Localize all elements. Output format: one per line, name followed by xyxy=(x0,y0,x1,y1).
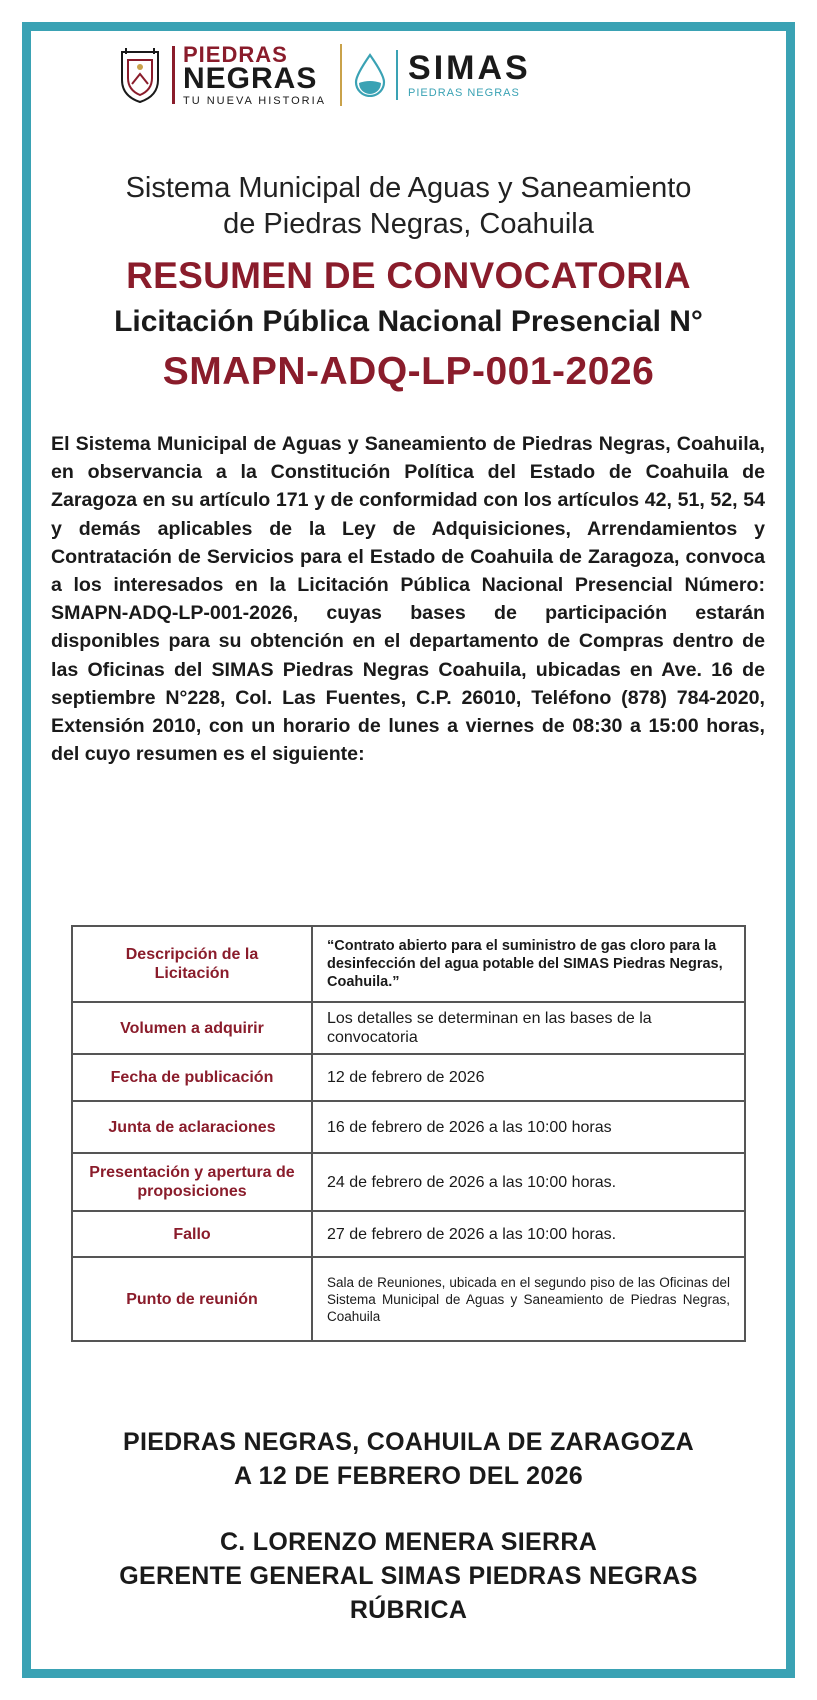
org-line-2: de Piedras Negras, Coahuila xyxy=(223,208,594,240)
signature-note: RÚBRICA xyxy=(349,1596,468,1624)
row-value: 12 de febrero de 2026 xyxy=(312,1054,745,1101)
logo-bar xyxy=(172,46,175,104)
row-label: Volumen a adquirir xyxy=(72,1002,312,1054)
table-row xyxy=(72,1054,745,1101)
table-row xyxy=(72,1101,745,1153)
row-value: Los detalles se determinan en las bases de la convocatoria xyxy=(312,1002,745,1054)
simas-name: SIMAS xyxy=(408,49,531,87)
table-row xyxy=(72,1153,745,1211)
header-logos xyxy=(118,38,688,112)
row-label: Descripción de la Licitación xyxy=(72,926,312,1002)
table-row xyxy=(72,926,745,1002)
simas-logo xyxy=(396,50,531,100)
licitacion-number: SMAPN-ADQ-LP-001-2026 xyxy=(162,350,655,393)
intro-paragraph: El Sistema Municipal de Aguas y Saneamiento de Piedras Negras, Coahuila, en observancia a la Constitución Política del Estado de Coahuila de Zaragoza en su artículo 171 y de conformidad con los artículos 42, 51, 52, 54 y demás aplicables de la Ley de Adquisiciones, Arrendamientos y Contratación de Servicios para el Estado de Coahuila de Zaragoza, convoca a los interesados en la Licitación Pública Nacional Presencial Número: SMAPN-ADQ-LP-001-2026, cuyas bases de participación estarán disponibles para su obtención en el departamento de Compras dentro de las Oficinas del SIMAS Piedras Negras Coahuila, ubicadas en Ave. 16 de septiembre N°228, Col. Las Fuentes, C.P. 26010, Teléfono (878) 784-2020, Extensión 2010, con un horario de lunes a viernes de 08:30 a 15:00 horas, del cuyo resumen es el siguiente: xyxy=(51,433,765,766)
footer-date: A 12 DE FEBRERO DEL 2026 xyxy=(234,1462,583,1490)
logo-text-negras: NEGRAS xyxy=(183,61,318,95)
licitacion-heading: Licitación Pública Nacional Presencial N° xyxy=(114,305,703,338)
signature-block xyxy=(40,1525,777,1627)
simas-subtitle: PIEDRAS NEGRAS xyxy=(408,87,520,99)
row-label: Punto de reunión xyxy=(72,1257,312,1341)
row-value: 27 de febrero de 2026 a las 10:00 horas. xyxy=(312,1211,745,1257)
row-label: Presentación y apertura de proposiciones xyxy=(72,1153,312,1211)
row-label: Fecha de publicación xyxy=(72,1054,312,1101)
row-value: 16 de febrero de 2026 a las 10:00 horas xyxy=(312,1101,745,1153)
signer-name: C. LORENZO MENERA SIERRA xyxy=(219,1528,598,1556)
org-line-1: Sistema Municipal de Aguas y Saneamiento xyxy=(125,172,692,204)
coat-of-arms-icon xyxy=(118,46,162,104)
row-label: Junta de aclaraciones xyxy=(72,1101,312,1153)
row-value: “Contrato abierto para el suministro de gas cloro para la desinfección del agua potable del SIMAS Piedras Negras, Coahuila.” xyxy=(312,926,745,1002)
place-and-date xyxy=(40,1425,777,1493)
organization-name xyxy=(40,170,777,242)
footer-place: PIEDRAS NEGRAS, COAHUILA DE ZARAGOZA xyxy=(122,1428,694,1456)
row-label: Fallo xyxy=(72,1211,312,1257)
table-row xyxy=(72,1002,745,1054)
logo-text-piedras: PIEDRAS xyxy=(183,41,288,67)
signer-position: GERENTE GENERAL SIMAS PIEDRAS NEGRAS xyxy=(119,1562,698,1590)
details-table xyxy=(71,925,746,1342)
water-drop-icon xyxy=(354,53,386,97)
simas-bar xyxy=(396,50,398,100)
table-row xyxy=(72,1211,745,1257)
logo-tagline: TU NUEVA HISTORIA xyxy=(183,94,327,107)
row-value: 24 de febrero de 2026 a las 10:00 horas. xyxy=(312,1153,745,1211)
row-value: Sala de Reuniones, ubicada en el segundo piso de las Oficinas del Sistema Municipal de Aguas y Saneamiento de Piedras Negras, Coahuila xyxy=(312,1257,745,1341)
piedras-negras-logo xyxy=(172,41,327,107)
table-row xyxy=(72,1257,745,1341)
page-title: RESUMEN DE CONVOCATORIA xyxy=(126,255,691,296)
logo-divider xyxy=(340,44,342,106)
